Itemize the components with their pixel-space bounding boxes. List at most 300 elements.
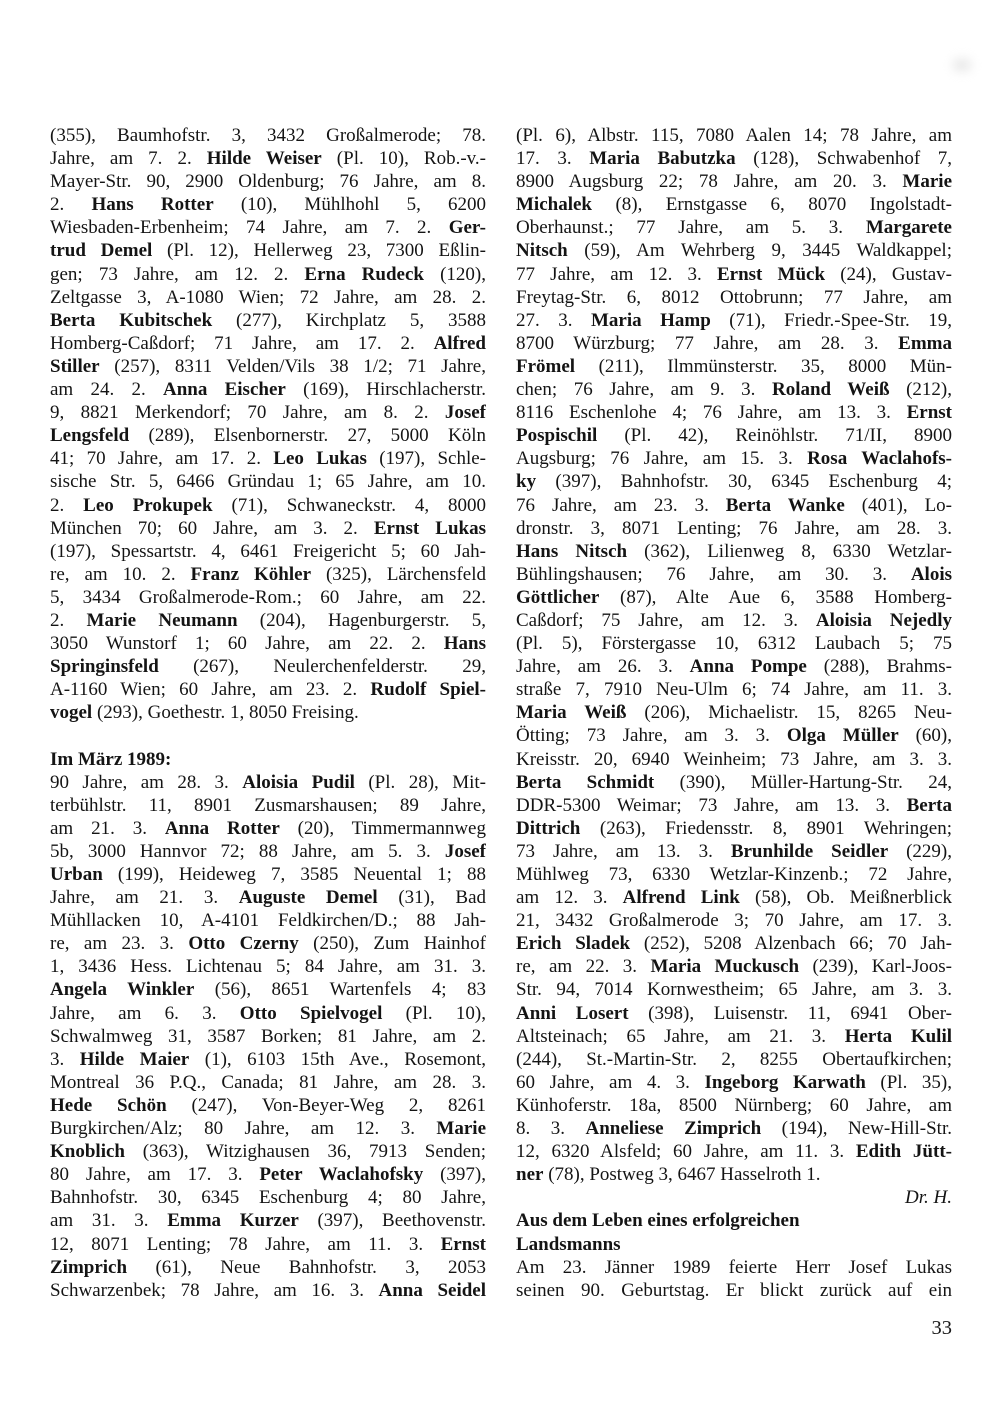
text-line [516, 124, 952, 147]
body-text: re, am 10. 2. [50, 563, 191, 585]
body-text: 2. [50, 609, 87, 631]
text-line [50, 563, 486, 586]
body-text: (362), Lilienweg 8, 6330 Wetzlar- [627, 540, 952, 562]
text-line [516, 263, 952, 286]
text-line [516, 909, 952, 932]
text-line [50, 955, 486, 978]
bold-text: Berta Kubitschek [50, 309, 213, 331]
body-text: 41; 70 Jahre, am 17. 2. [50, 448, 274, 470]
text-line [50, 401, 486, 424]
body-text: Altsteinach; 65 Jahre, am 21. 3. [516, 1025, 845, 1047]
bold-text: Ernst [906, 402, 952, 424]
scan-artifact [952, 58, 972, 72]
body-text: (211), Ilmmünsterstr. 35, 8000 Mün- [575, 355, 952, 377]
text-line [50, 239, 486, 262]
bold-text: Roland Weiß [771, 379, 890, 401]
blank-line [50, 724, 486, 747]
text-line [50, 170, 486, 193]
bold-text: Maria Weiß [516, 702, 627, 724]
body-text: 8. 3. [516, 1118, 586, 1140]
bold-text: Ernst [440, 1233, 486, 1255]
text-line [516, 170, 952, 193]
bold-text: Margarete [865, 217, 952, 239]
body-text: Burgkirchen/Alz; 80 Jahre, am 12. 3. [50, 1118, 437, 1140]
body-text: (355), Baumhofstr. 3, 3432 Großalmerode; 78. [50, 125, 486, 146]
text-line [516, 794, 952, 817]
bold-text: Hilde Maier [79, 1048, 190, 1070]
body-text: (289), Elsenbornerstr. 27, 5000 Köln [129, 425, 486, 447]
body-text: Mühllacken 10, A-4101 Feldkirchen/D.; 88 Jah- [50, 910, 486, 932]
bold-text: Marie [902, 171, 952, 193]
bold-text: Franz Köhler [190, 563, 312, 585]
text-line [516, 1163, 952, 1186]
body-text: (Pl. 6), Albstr. 115, 7080 Aalen 14; 78 Jahre, am [516, 125, 952, 146]
text-line [50, 355, 486, 378]
text-line [50, 1163, 486, 1186]
body-text: 27. 3. [516, 309, 591, 331]
body-text: (87), Alte Aue 6, 3588 Homberg- [599, 586, 952, 608]
bold-text: Erna Rudeck [304, 263, 424, 285]
bold-text: Berta [906, 794, 952, 816]
bold-text: Otto Czerny [188, 933, 299, 955]
text-line [50, 771, 486, 794]
text-line [50, 609, 486, 632]
body-text: Jahre, am 7. 2. [50, 148, 207, 170]
body-text: (169), Hirschlacherstr. [285, 379, 486, 401]
text-line [50, 517, 486, 540]
body-text: (363), Witzighausen 36, 7913 Senden; [124, 1141, 486, 1163]
body-text: (206), Michaelistr. 15, 8265 Neu- [626, 702, 952, 724]
text-line [516, 563, 952, 586]
text-line [516, 239, 952, 262]
text-line [516, 771, 952, 794]
body-text: (Pl. 12), Hellerweg 23, 7300 Eßlin- [152, 240, 486, 262]
body-text: (Pl. 10), Rob.-v.- [321, 148, 486, 170]
body-text: 17. 3. [516, 148, 590, 170]
body-text: (229), [888, 840, 952, 862]
text-line [50, 494, 486, 517]
text-line [516, 1233, 952, 1256]
body-text: (239), Karl-Joos- [799, 956, 952, 978]
bold-text: Edith Jütt- [855, 1141, 952, 1163]
text-line [50, 540, 486, 563]
body-text: Homberg-Caßdorf; 71 Jahre, am 17. 2. [50, 332, 434, 354]
text-line [50, 1071, 486, 1094]
body-text: (194), New-Hill-Str. [761, 1118, 952, 1140]
text-line [50, 863, 486, 886]
bold-text: Otto Spielvogel [239, 1002, 383, 1024]
text-line [50, 909, 486, 932]
body-text: 12, 6320 Alsfeld; 60 Jahre, am 11. 3. [516, 1141, 856, 1163]
text-line [516, 540, 952, 563]
text-line [50, 447, 486, 470]
text-line [516, 1048, 952, 1071]
bold-text: Rudolf Spiel- [370, 679, 486, 701]
body-text: 3. [50, 1048, 80, 1070]
bold-text: vogel [50, 702, 93, 724]
bold-text: Berta Schmidt [516, 771, 655, 793]
body-text: Montreal 36 P.Q., Canada; 81 Jahre, am 28. 3. [50, 1071, 486, 1093]
body-text: München 70; 60 Jahre, am 3. 2. [50, 517, 374, 539]
text-line [50, 1117, 486, 1140]
body-text: Ötting; 73 Jahre, am 3. 3. [516, 725, 787, 747]
body-text: Schwalmweg 31, 3587 Borken; 81 Jahre, am 2. [50, 1025, 486, 1047]
bold-text: Anneliese Zimprich [585, 1118, 762, 1140]
text-line [516, 193, 952, 216]
text-line [50, 1233, 486, 1256]
bold-text: Emma Kurzer [167, 1210, 299, 1232]
text-line [516, 1279, 952, 1302]
bold-text: Peter Waclahofsky [259, 1164, 424, 1186]
text-line [516, 517, 952, 540]
bold-text: Aloisia Pudil [242, 771, 355, 793]
body-text: (244), St.-Martin-Str. 2, 8255 Obertaufkirchen; [516, 1048, 952, 1070]
text-line [516, 817, 952, 840]
body-text: (263), Friedensstr. 8, 8901 Wehringen; [580, 817, 952, 839]
body-text: Am 23. Jänner 1989 feierte Herr Josef Lukas [516, 1256, 952, 1278]
body-text: (212), [889, 379, 952, 401]
body-text: 12, 8071 Lenting; 78 Jahre, am 11. 3. [50, 1233, 441, 1255]
body-text: (397), Bahnhofstr. 30, 6345 Eschenburg 4; [536, 471, 952, 493]
bold-text: Frömel [516, 355, 576, 377]
bold-text: Göttlicher [516, 586, 600, 608]
body-text: (128), Schwabenhof 7, [735, 148, 952, 170]
body-text: (20), Timmermannweg [279, 817, 486, 839]
bold-text: Josef [444, 402, 486, 424]
bold-text: Maria Muckusch [650, 956, 800, 978]
body-text: (24), Gustav- [825, 263, 952, 285]
text-line [516, 609, 952, 632]
body-text: 1, 3436 Hess. Lichtenau 5; 84 Jahre, am 31. 3. [50, 956, 486, 978]
body-text: 21, 3432 Großalmerode 3; 70 Jahre, am 17. 3. [516, 910, 952, 932]
bold-text: Lengsfeld [50, 425, 130, 447]
text-line [516, 1186, 952, 1209]
bold-text: Anna Rotter [164, 817, 280, 839]
bold-text: Hede Schön [50, 1094, 167, 1116]
body-text: (10), Mühlhohl 5, 6200 [213, 194, 486, 216]
text-line [50, 286, 486, 309]
bold-text: Michalek [516, 194, 592, 216]
bold-text: ky [516, 471, 537, 493]
body-text: sische Str. 5, 6466 Gründau 1; 65 Jahre, am 10. [50, 471, 486, 493]
body-text: terbühlstr. 11, 8901 Zusmarshausen; 89 Jahre, [50, 794, 486, 816]
body-text: (78), Postweg 3, 6467 Hasselroth 1. [543, 1164, 821, 1186]
text-line [50, 701, 486, 724]
text-line [516, 1071, 952, 1094]
text-columns [50, 124, 952, 1302]
body-text: DDR-5300 Weimar; 73 Jahre, am 13. 3. [516, 794, 907, 816]
text-line [516, 978, 952, 1001]
text-line [50, 332, 486, 355]
bold-text: Brunhilde Seidler [730, 840, 889, 862]
text-line [516, 401, 952, 424]
body-text: (277), Kirchplatz 5, 3588 [212, 309, 486, 331]
text-line [50, 1048, 486, 1071]
body-text: (199), Heideweg 7, 3585 Neuental 1; 88 [102, 864, 486, 885]
text-line [50, 978, 486, 1001]
column-left [50, 124, 486, 1302]
body-text: Kreisstr. 20, 6940 Weinheim; 73 Jahre, am 3. 3. [516, 748, 952, 770]
body-text: Jahre, am 6. 3. [50, 1002, 240, 1024]
bold-text: Auguste Demel [238, 887, 378, 909]
body-text: (Pl. 10), [382, 1002, 486, 1024]
text-line [50, 1002, 486, 1025]
bold-text: Josef [444, 840, 486, 862]
text-line [516, 147, 952, 170]
body-text: 77 Jahre, am 12. 3. [516, 263, 717, 285]
body-text: Künhoferstr. 18a, 8500 Nürnberg; 60 Jahre, am [516, 1094, 952, 1116]
bold-text: Anni Losert [516, 1002, 629, 1024]
body-text: Wiesbaden-Erbenheim; 74 Jahre, am 7. 2. [50, 217, 449, 239]
text-line [50, 794, 486, 817]
text-line [50, 817, 486, 840]
text-line [516, 309, 952, 332]
bold-text: Hans Rotter [91, 194, 214, 216]
text-line [516, 447, 952, 470]
bold-text: trud Demel [50, 240, 153, 262]
body-text: (197), Schle- [366, 448, 486, 470]
text-line [516, 632, 952, 655]
body-text: (71), Schwaneckstr. 4, 8000 [212, 494, 486, 516]
bold-text: Dittrich [516, 817, 581, 839]
body-text: 8700 Würzburg; 77 Jahre, am 28. 3. [516, 332, 899, 354]
body-text: (252), 5208 Alzenbach 66; 70 Jah- [630, 933, 952, 955]
body-text: 76 Jahre, am 23. 3. [516, 494, 726, 516]
text-line [516, 1117, 952, 1140]
text-line [516, 840, 952, 863]
body-text: Str. 94, 7014 Kornwestheim; 65 Jahre, am 3. 3. [516, 979, 952, 1001]
body-text: 2. [50, 194, 92, 216]
bold-text: Knoblich [50, 1141, 125, 1163]
text-line [50, 632, 486, 655]
text-line [50, 840, 486, 863]
body-text: am 24. 2. [50, 379, 163, 401]
body-text: Freytag-Str. 6, 8012 Ottobrunn; 77 Jahre, am [516, 286, 952, 308]
page-number: 33 [931, 1317, 952, 1339]
body-text: Oberhaunst.; 77 Jahre, am 5. 3. [516, 217, 866, 239]
text-line [50, 147, 486, 170]
text-line [516, 748, 952, 771]
text-line [50, 932, 486, 955]
body-text: Caßdorf; 75 Jahre, am 12. 3. [516, 609, 816, 631]
body-text: (325), Lärchensfeld [311, 563, 486, 585]
body-text: Mühlweg 73, 6330 Wetzlar-Kinzenb.; 72 Jahre, [516, 864, 952, 885]
text-line [50, 748, 486, 771]
body-text: (397), [423, 1164, 486, 1186]
bold-text: Maria Babutzka [589, 148, 736, 170]
bold-text: Herta Kulil [844, 1025, 952, 1047]
text-line [516, 1140, 952, 1163]
text-line [516, 470, 952, 493]
body-text: (288), Brahms- [806, 656, 952, 678]
text-line [516, 494, 952, 517]
body-text: (31), Bad [377, 887, 486, 909]
text-line [50, 1094, 486, 1117]
body-text: 5b, 3000 Hannvor 72; 88 Jahre, am 5. 3. [50, 840, 445, 862]
text-line [50, 216, 486, 239]
body-text: (197), Spessartstr. 4, 6461 Freigericht 5; 60 Jah- [50, 540, 486, 562]
body-text: 3050 Wunstorf 1; 60 Jahre, am 22. 2. [50, 633, 444, 655]
text-line [50, 124, 486, 147]
bold-text: Anna Eischer [162, 379, 286, 401]
text-line [516, 1256, 952, 1279]
body-text: (120), [423, 263, 486, 285]
text-line [516, 955, 952, 978]
bold-text: Maria Hamp [590, 309, 711, 331]
bold-text: Olga Müller [786, 725, 899, 747]
bold-text: Hilde Weiser [206, 148, 322, 170]
body-text: (Pl. 35), [865, 1071, 952, 1093]
bold-text: Rosa Waclahofs- [807, 448, 952, 470]
bold-text: Anna Pompe [689, 656, 807, 678]
bold-text: Alois [910, 563, 952, 585]
text-line [50, 1025, 486, 1048]
text-line [516, 424, 952, 447]
body-text: (61), Neue Bahnhofstr. 3, 2053 [127, 1256, 486, 1278]
bold-text: Hans Nitsch [516, 540, 628, 562]
text-line [50, 678, 486, 701]
bold-text: Anna Seidel [378, 1279, 486, 1301]
body-text: re, am 22. 3. [516, 956, 651, 978]
bold-text: Alfrend Link [622, 887, 740, 909]
body-text: (60), [898, 725, 952, 747]
bold-text: Ernst Lukas [373, 517, 486, 539]
text-line [516, 863, 952, 886]
text-line [516, 678, 952, 701]
text-line [516, 355, 952, 378]
body-text: (204), Hagenburgerstr. 5, [237, 609, 486, 631]
bold-text: Urban [50, 864, 103, 885]
body-text: (Pl. 42), Reinöhlstr. 71/II, 8900 [597, 425, 952, 447]
body-text: (257), 8311 Velden/Vils 38 1/2; 71 Jahre, [99, 355, 486, 377]
body-text: re, am 23. 3. [50, 933, 189, 955]
body-text: dronstr. 3, 8071 Lenting; 76 Jahre, am 28. 3. [516, 517, 952, 539]
body-text: (267), Neulerchenfelderstr. 29, [158, 656, 486, 678]
text-line [50, 1140, 486, 1163]
text-line [50, 263, 486, 286]
body-text: 60 Jahre, am 4. 3. [516, 1071, 705, 1093]
text-line [50, 586, 486, 609]
body-text: Bühlingshausen; 76 Jahre, am 30. 3. [516, 563, 911, 585]
text-line [516, 332, 952, 355]
body-text: Augsburg; 76 Jahre, am 15. 3. [516, 448, 808, 470]
body-text: 8900 Augsburg 22; 78 Jahre, am 20. 3. [516, 171, 903, 193]
body-text: am 31. 3. [50, 1210, 168, 1232]
text-line [50, 1279, 486, 1302]
text-line [50, 655, 486, 678]
body-text: Schwarzenbek; 78 Jahre, am 16. 3. [50, 1279, 379, 1301]
bold-text: Landsmanns [516, 1233, 621, 1255]
body-text: A-1160 Wien; 60 Jahre, am 23. 2. [50, 679, 371, 701]
text-line [50, 470, 486, 493]
bold-text: ner [516, 1164, 544, 1186]
bold-text: Nitsch [516, 240, 568, 262]
bold-text: Leo Lukas [273, 448, 367, 470]
body-text: 9, 8821 Merkendorf; 70 Jahre, am 8. 2. [50, 402, 445, 424]
body-text: (293), Goethestr. 1, 8050 Freising. [92, 702, 359, 724]
body-text: (71), Friedr.-Spee-Str. 19, [710, 309, 952, 331]
body-text: (1), 6103 15th Ave., Rosemont, [189, 1048, 486, 1070]
bold-text: Emma [898, 332, 952, 354]
bold-text: Stiller [50, 355, 100, 377]
body-text: (398), Luisenstr. 11, 6941 Ober- [628, 1002, 952, 1024]
body-text: 73 Jahre, am 13. 3. [516, 840, 731, 862]
bold-text: Ernst Mück [716, 263, 826, 285]
body-text: 5, 3434 Großalmerode-Rom.; 60 Jahre, am 22. [50, 586, 486, 608]
column-right [516, 124, 952, 1302]
text-line [516, 1025, 952, 1048]
text-line [516, 724, 952, 747]
body-text: gen; 73 Jahre, am 12. 2. [50, 263, 305, 285]
body-text: (58), Ob. Meißnerblick [739, 887, 952, 909]
bold-text: Aus dem Leben eines erfolgreichen [516, 1210, 800, 1232]
text-line [516, 1209, 952, 1232]
body-text: (247), Von-Beyer-Weg 2, 8261 [166, 1094, 486, 1116]
text-line [516, 655, 952, 678]
text-line [516, 586, 952, 609]
text-line [50, 309, 486, 332]
bold-text: Berta Wanke [725, 494, 845, 516]
body-text: 80 Jahre, am 17. 3. [50, 1164, 260, 1186]
text-line [50, 1256, 486, 1279]
text-line [50, 193, 486, 216]
body-text: (Pl. 28), Mit- [354, 771, 486, 793]
body-text: (401), Lo- [844, 494, 952, 516]
text-line [50, 1209, 486, 1232]
body-text: Jahre, am 21. 3. [50, 887, 239, 909]
bold-text: Aloisia Nejedly [815, 609, 952, 631]
text-line [516, 701, 952, 724]
text-line [516, 932, 952, 955]
body-text: 90 Jahre, am 28. 3. [50, 771, 243, 793]
body-text: (8), Ernstgasse 6, 8070 Ingolstadt- [592, 194, 952, 216]
bold-text: Zimprich [50, 1256, 128, 1278]
bold-text: Alfred [433, 332, 486, 354]
bold-text: Ingeborg Karwath [704, 1071, 866, 1093]
bold-text: Ger- [448, 217, 486, 239]
text-line [516, 216, 952, 239]
bold-text: Leo Prokupek [83, 494, 213, 516]
text-line [50, 424, 486, 447]
italic-text: Dr. H. [905, 1187, 952, 1209]
body-text: (59), Am Wehrberg 9, 3445 Waldkappel; [567, 240, 952, 262]
text-line [50, 1186, 486, 1209]
body-text: Bahnhofstr. 30, 6345 Eschenburg 4; 80 Jahre, [50, 1187, 486, 1209]
body-text: (397), Beethovenstr. [298, 1210, 486, 1232]
bold-text: Marie [436, 1118, 486, 1140]
body-text: (390), Müller-Hartung-Str. 24, [654, 771, 952, 793]
body-text: (250), Zum Hainhof [298, 933, 486, 955]
text-line [516, 1002, 952, 1025]
bold-text: Angela Winkler [50, 979, 195, 1001]
text-line [516, 886, 952, 909]
bold-text: Hans [443, 633, 486, 655]
text-line [516, 286, 952, 309]
bold-text: Erich Sladek [516, 933, 631, 955]
body-text: Mayer-Str. 90, 2900 Oldenburg; 76 Jahre, am 8. [50, 171, 486, 193]
body-text: (56), 8651 Wartenfels 4; 83 [194, 979, 486, 1001]
body-text: 8116 Eschenlohe 4; 76 Jahre, am 13. 3. [516, 402, 907, 424]
body-text: am 21. 3. [50, 817, 165, 839]
body-text: chen; 76 Jahre, am 9. 3. [516, 379, 772, 401]
body-text: Zeltgasse 3, A-1080 Wien; 72 Jahre, am 28. 2. [50, 286, 486, 308]
text-line [516, 378, 952, 401]
bold-text: Pospischil [516, 425, 598, 447]
body-text: (Pl. 5), Förstergasse 10, 6312 Laubach 5; 75 [516, 633, 952, 655]
body-text: straße 7, 7910 Neu-Ulm 6; 74 Jahre, am 11. 3. [516, 679, 952, 701]
bold-text: Im März 1989: [50, 748, 172, 770]
body-text: am 12. 3. [516, 887, 623, 909]
